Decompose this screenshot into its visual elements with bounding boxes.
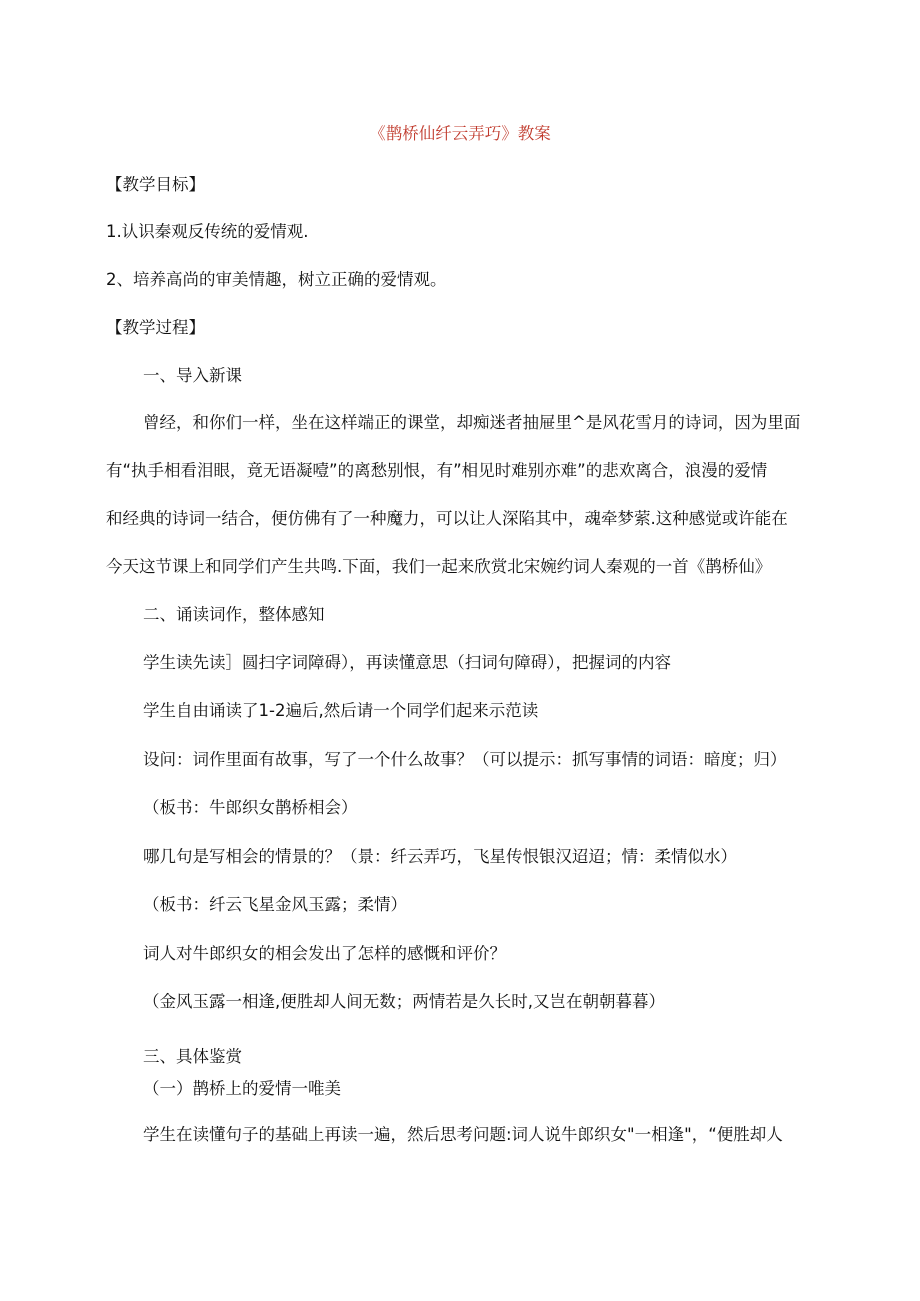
paragraph-line: 曾经，和你们一样，坐在这样端正的课堂，却痴迷者抽屉里^是风花雪月的诗词，因为里面: [143, 413, 801, 432]
paragraph-line: 设问：词作里面有故事，写了一个什么故事？（可以提示：抓写事情的词语：暗度；归）: [143, 750, 787, 769]
section-heading-process: 【教学过程】: [106, 318, 205, 337]
subheading-appreciation: 三、具体鉴赏: [143, 1047, 242, 1066]
paragraph-line: 学生自由诵读了1-2遍后,然后请一个同学们起来示范读: [143, 701, 539, 720]
paragraph-line: 学生在读懂句子的基础上再读一遍，然后思考问题:词人说牛郎织女"一相逢"，“便胜却人: [143, 1125, 783, 1144]
board-note: （板书：牛郎织女鹊桥相会）: [143, 798, 358, 817]
paragraph-line: 今天这节课上和同学们产生共鸣.下面，我们一起来欣赏北宋婉约词人秦观的一首《鹊桥仙》: [106, 557, 772, 576]
board-note: （板书：纤云飞星金风玉露；柔情）: [143, 895, 407, 914]
objective-item-2: 2、培养高尚的审美情趣，树立正确的爱情观。: [106, 270, 447, 289]
paragraph-line: 有“执手相看泪眼，竟无语凝噎”的离愁别恨，有”相见时难别亦难”的悲欢离合，浪漫的爱情: [106, 461, 768, 480]
subheading-beauty: （一）鹊桥上的爱情一唯美: [143, 1079, 341, 1098]
paragraph-line: 词人对牛郎织女的相会发出了怎样的感慨和评价？: [143, 944, 506, 963]
section-heading-objectives: 【教学目标】: [106, 175, 205, 194]
paragraph-line: 和经典的诗词一结合，便仿佛有了一种魔力，可以让人深陷其中，魂牵梦萦.这种感觉或许能在: [106, 509, 788, 528]
paragraph-line: （金风玉露一相逢,便胜却人间无数；两情若是久长时,又岂在朝朝暮暮）: [143, 992, 665, 1011]
paragraph-line: 哪几句是写相会的情景的？（景：纤云弄巧，飞星传恨银汉迢迢；情：柔情似水）: [143, 847, 737, 866]
objective-item-1: 1.认识秦观反传统的爱情观.: [106, 222, 309, 241]
subheading-intro: 一、导入新课: [143, 366, 242, 385]
paragraph-line: 学生读先读］圆扫字词障碍），再读懂意思（扫词句障碍），把握词的内容: [143, 653, 671, 672]
document-title: 《鹊桥仙纤云弄巧》教案: [369, 124, 551, 143]
subheading-recite: 二、诵读词作，整体感知: [143, 605, 325, 624]
